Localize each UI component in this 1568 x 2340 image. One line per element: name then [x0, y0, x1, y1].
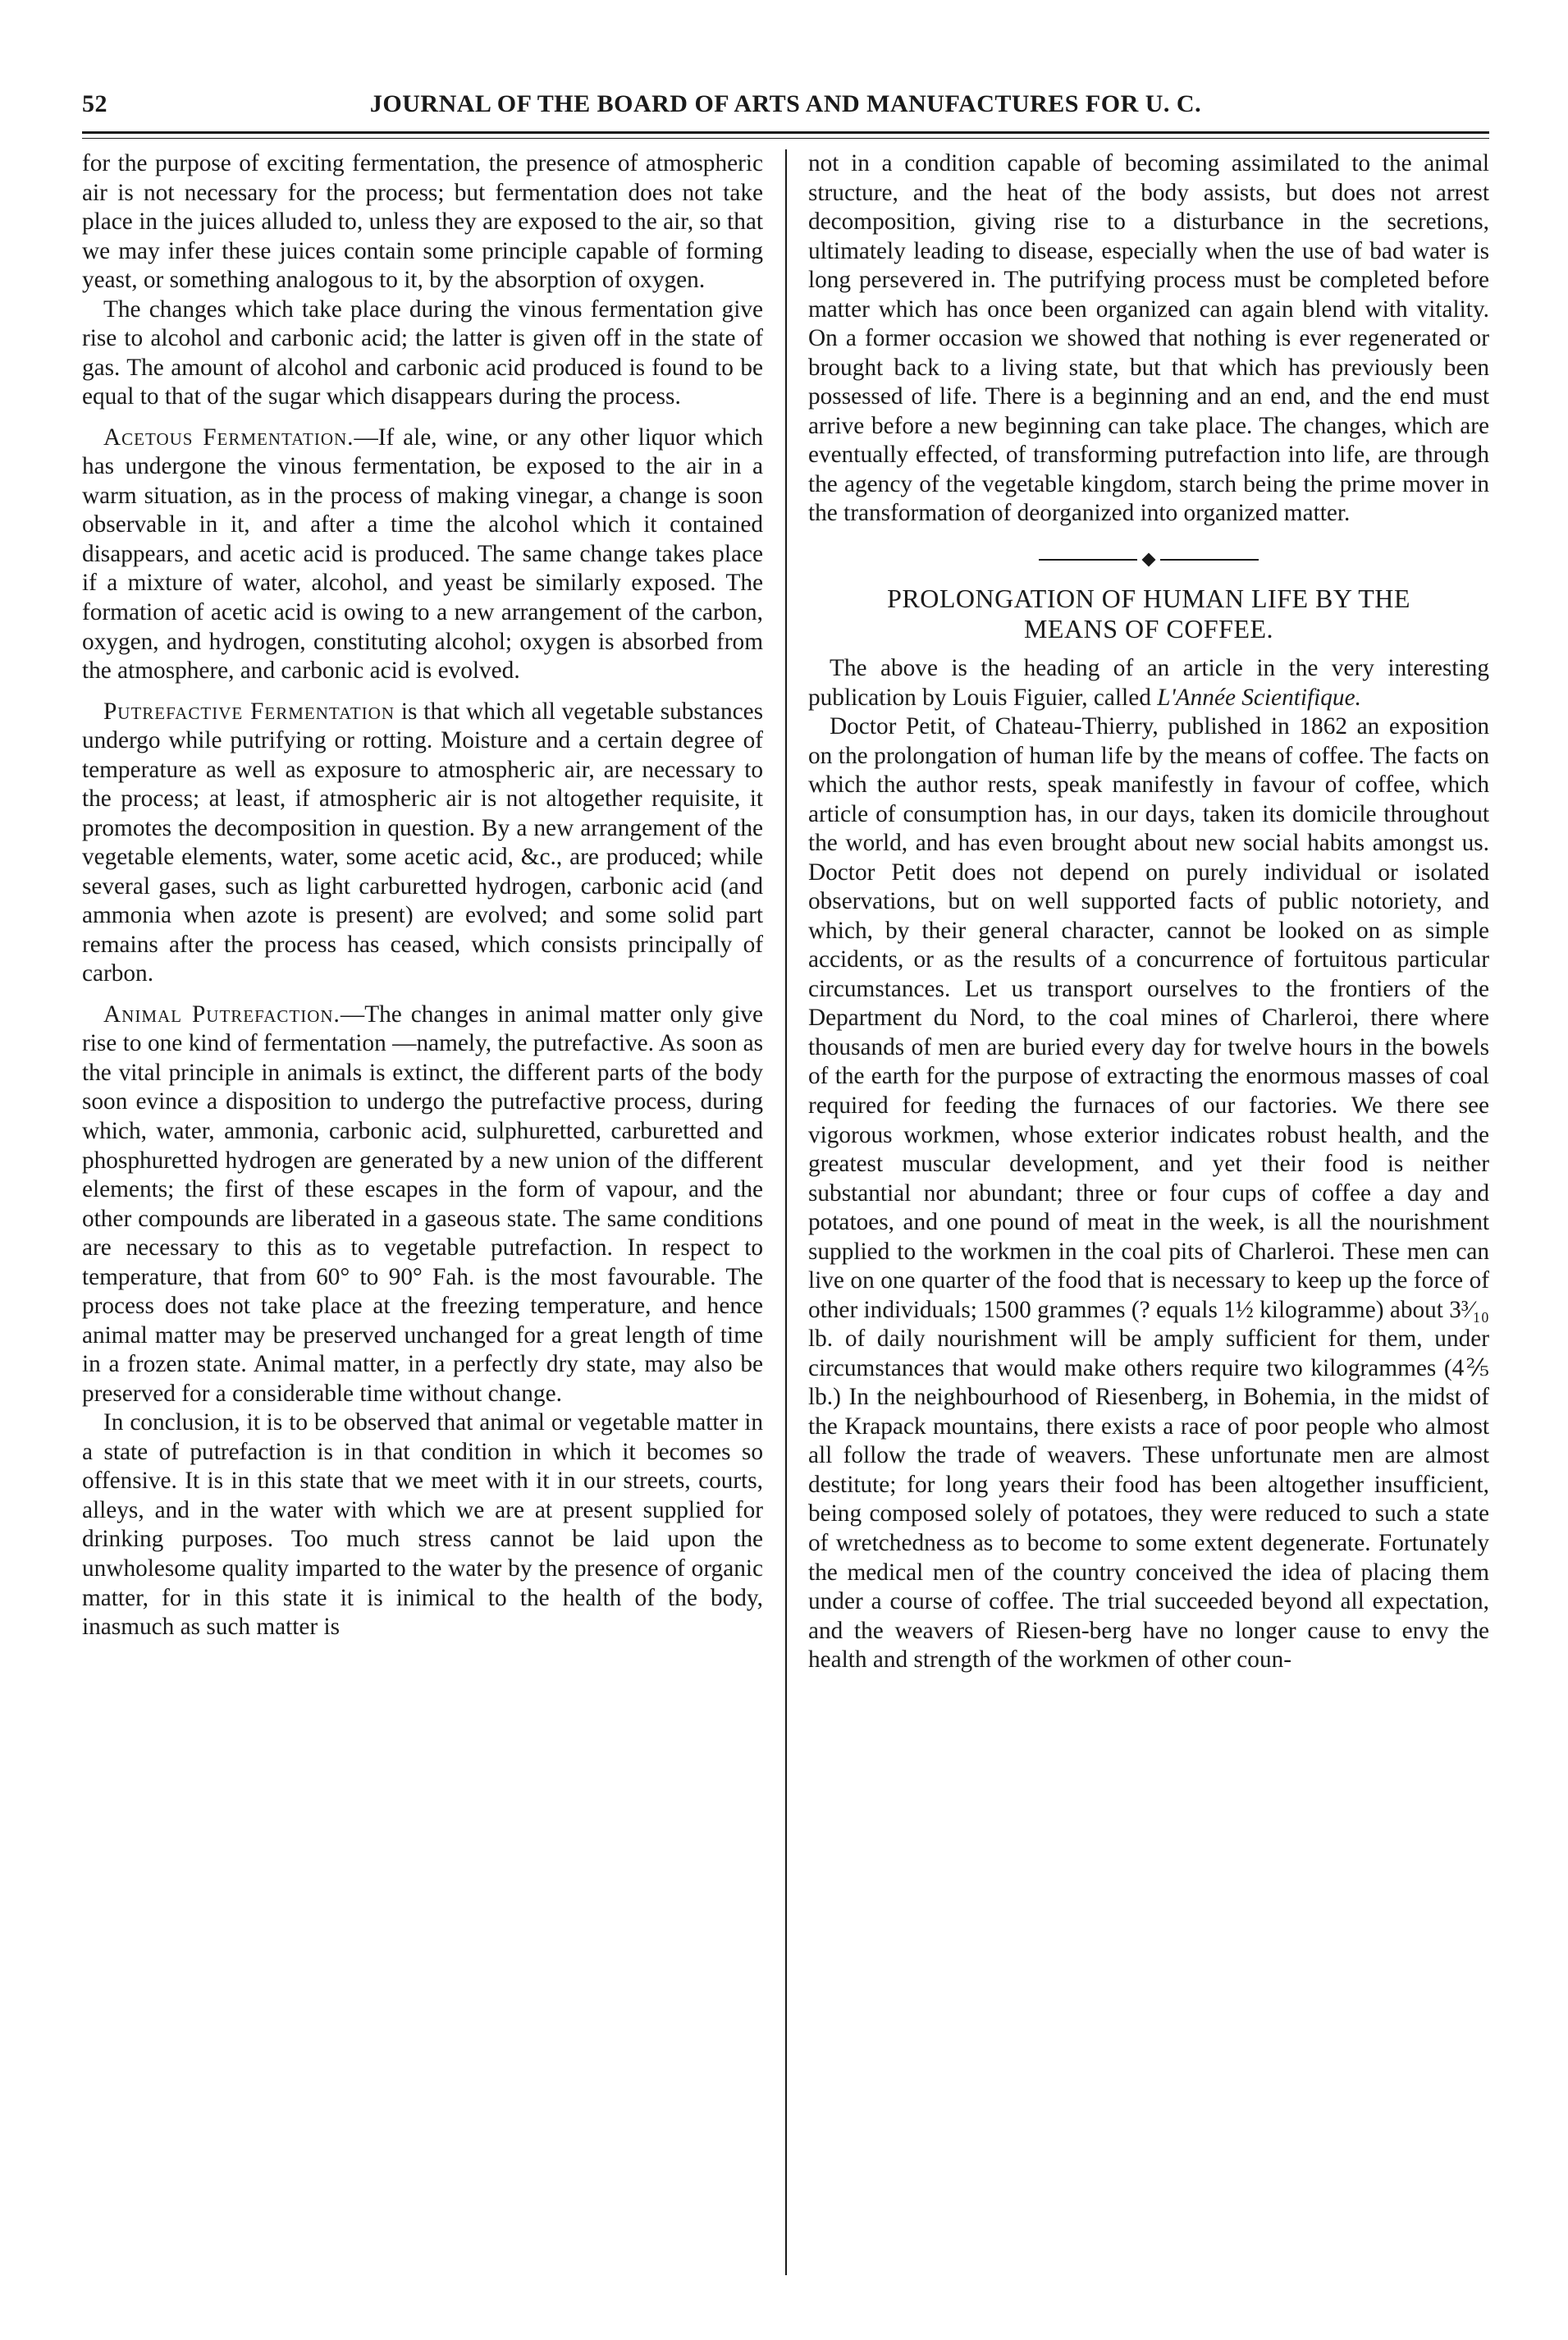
diamond-icon	[1142, 552, 1156, 566]
paragraph: for the purpose of exciting fermentation, the presence of atmospheric air is not necessary for the process; but fermentation does not take place in the juices alluded to, unless they are exposed to the air, so that we may infer these juices contain some principle capable of forming yeast, or something analogous to it, by the absorption of oxygen.	[82, 150, 763, 294]
paragraph-body: The above is the heading of an article in the very interesting publication by Louis Figuier, called	[808, 655, 1489, 711]
paragraph: In conclusion, it is to be observed that animal or vegetable matter in a state of putrefaction is in that condition in which it becomes so offensive. It is in this state that we meet with it in our streets, courts, alleys, and in the water with which we are at present supplied for drinking purposes. Too much stress cannot be laid upon the unwholesome quality imparted to the water by the presence of organic matter, for in this state it is inimical to the health of the body, inasmuch as such matter is	[82, 1409, 763, 1641]
paragraph-heading: Animal Putrefaction.	[103, 1001, 341, 1028]
paragraph	[82, 1001, 763, 1408]
section-title	[808, 584, 1489, 644]
section-ornament	[808, 545, 1489, 571]
page-number: 52	[82, 90, 107, 117]
section-title-line: PROLONGATION OF HUMAN LIFE BY THE	[887, 584, 1410, 614]
section-title-line: MEANS OF COFFEE.	[1023, 614, 1274, 644]
paragraph	[808, 654, 1489, 712]
columns	[82, 149, 1489, 2275]
paragraph	[82, 424, 763, 686]
paragraph-body: —The changes in animal matter only give rise to one kind of fermentation —namely, the putrefactive. As soon as the vital principle in animals is extinct, the different parts of the body soon evince a disposition to undergo the putrefactive process, during which, water, ammonia, carbonic acid, sulphuretted, carburetted and phosphuretted hydrogen are generated by a new union of the different elements; the first of these escapes in the form of vapour, and the other compounds are liberated in a gaseous state. The same conditions are necessary to this as to vegetable putrefaction. In respect to temperature, that from 60° to 90° Fah. is the most favourable. The process does not take place at the freezing temperature, and hence animal matter may be preserved unchanged for a great length of time in a frozen state. Animal matter, in a perfectly dry state, may also be preserved for a considerable time without change.	[82, 1001, 763, 1407]
paragraph: Doctor Petit, of Chateau-Thierry, published in 1862 an exposition on the prolongation of human life by the means of coffee. The facts on which the author rests, speak manifestly in favour of coffee, which article of consumption has, in our days, taken its domicile throughout the world, and has even brought about new social habits amongst us. Doctor Petit does not depend on purely individual or isolated observations, but on well supported facts of public notoriety, and which, by their general character, cannot be looked on as simple accidents, or as the results of a concurrence of fortuitous particular circumstances. Let us transport ourselves to the frontiers of the Department du Nord, to the coal mines of Charleroi, there where thousands of men are buried every day for twelve hours in the bowels of the earth for the purpose of extracting the enormous masses of coal required for feeding the furnaces of our factories. We there see vigorous workmen, whose exterior indicates robust health, and the greatest muscular development, and yet their food is neither substantial nor abundant; three or four cups of coffee a day and potatoes, and one pound of meat in the week, is all the nourishment supplied to the workmen in the coal pits of Charleroi. These men can live on one quarter of the food that is necessary to keep up the force of other individuals; 1500 grammes (? equals 1½ kilogramme) about 3³⁄₁₀ lb. of daily nourishment will be amply sufficient for them, under circumstances that would make others require two kilogrammes (4⅖ lb.) In the neighbourhood of Riesenberg, in Bohemia, in the midst of the Krapack mountains, there exists a race of poor people who almost all follow the trade of weavers. These unfortunate men are almost destitute; for long years their food has been altogether insufficient, being composed solely of potatoes, they were reduced to such a state of wretchedness as to become to some extent degenerate. Fortunately the medical men of the country conceived the idea of placing them under a course of coffee. The trial succeeded beyond all expectation, and the weavers of Riesen-berg have no longer cause to envy the health and strength of the workmen of other coun-	[808, 713, 1489, 1674]
header-rule	[82, 138, 1489, 139]
paragraph: The changes which take place during the vinous fermentation give rise to alcohol and carbonic acid; the latter is given off in the state of gas. The amount of alcohol and carbonic acid produced is found to be equal to that of the sugar which disappears during the process.	[82, 295, 763, 410]
column-divider	[785, 149, 787, 2275]
journal-title: JOURNAL OF THE BOARD OF ARTS AND MANUFACTURES FOR U. C.	[369, 90, 1202, 117]
page	[82, 79, 1489, 2295]
paragraph-body: —If ale, wine, or any other liquor which has undergone the vinous fermentation, be exposed to the air in a warm situation, as in the process of making vinegar, a change is soon observable in it, and after a time the alcohol which it contained disappears, and acetic acid is produced. The same change takes place if a mixture of water, alcohol, and yeast be similarly exposed. The formation of acetic acid is owing to a new arrangement of the carbon, oxygen, and hydrogen, constituting alcohol; oxygen is absorbed from the atmosphere, and carbonic acid is evolved.	[82, 424, 763, 685]
paragraph-heading: Putrefactive Fermentation	[103, 698, 395, 725]
paragraph	[82, 698, 763, 989]
right-column	[808, 149, 1489, 2275]
left-column	[82, 149, 763, 2275]
paragraph-body: is that which all vegetable substances undergo while putrifying or rotting. Moisture and a certain degree of temperature as well as exposure to atmospheric air, are necessary to the process; at least, if atmospheric air is not altogether requisite, it promotes the decomposition in question. By a new arrangement of the vegetable elements, water, some acetic acid, &c., are produced; while several gases, such as light carburetted hydrogen, carbonic acid (and ammonia when azote is present) are evolved; and some solid part remains after the process has ceased, which consists principally of carbon.	[82, 698, 763, 987]
running-head	[82, 79, 1489, 134]
publication-title: L'Année Scientifique.	[1157, 684, 1361, 711]
paragraph-heading: Acetous Fermentation.	[103, 424, 354, 451]
paragraph: not in a condition capable of becoming assimilated to the animal structure, and the heat of the body assists, but does not arrest decomposition, giving rise to a disturbance in the secretions, ultimately leading to disease, especially when the use of bad water is long persevered in. The putrifying process must be completed before matter which has once been organized can again blend with vitality. On a former occasion we showed that nothing is ever regenerated or brought back to a living state, but that which has previously been possessed of life. There is a beginning and an end, and the end must arrive before a new beginning can take place. The changes, which are eventually effected, of transforming putrefaction into life, are through the agency of the vegetable kingdom, starch being the prime mover in the transformation of deorganized into organized matter.	[808, 150, 1489, 527]
